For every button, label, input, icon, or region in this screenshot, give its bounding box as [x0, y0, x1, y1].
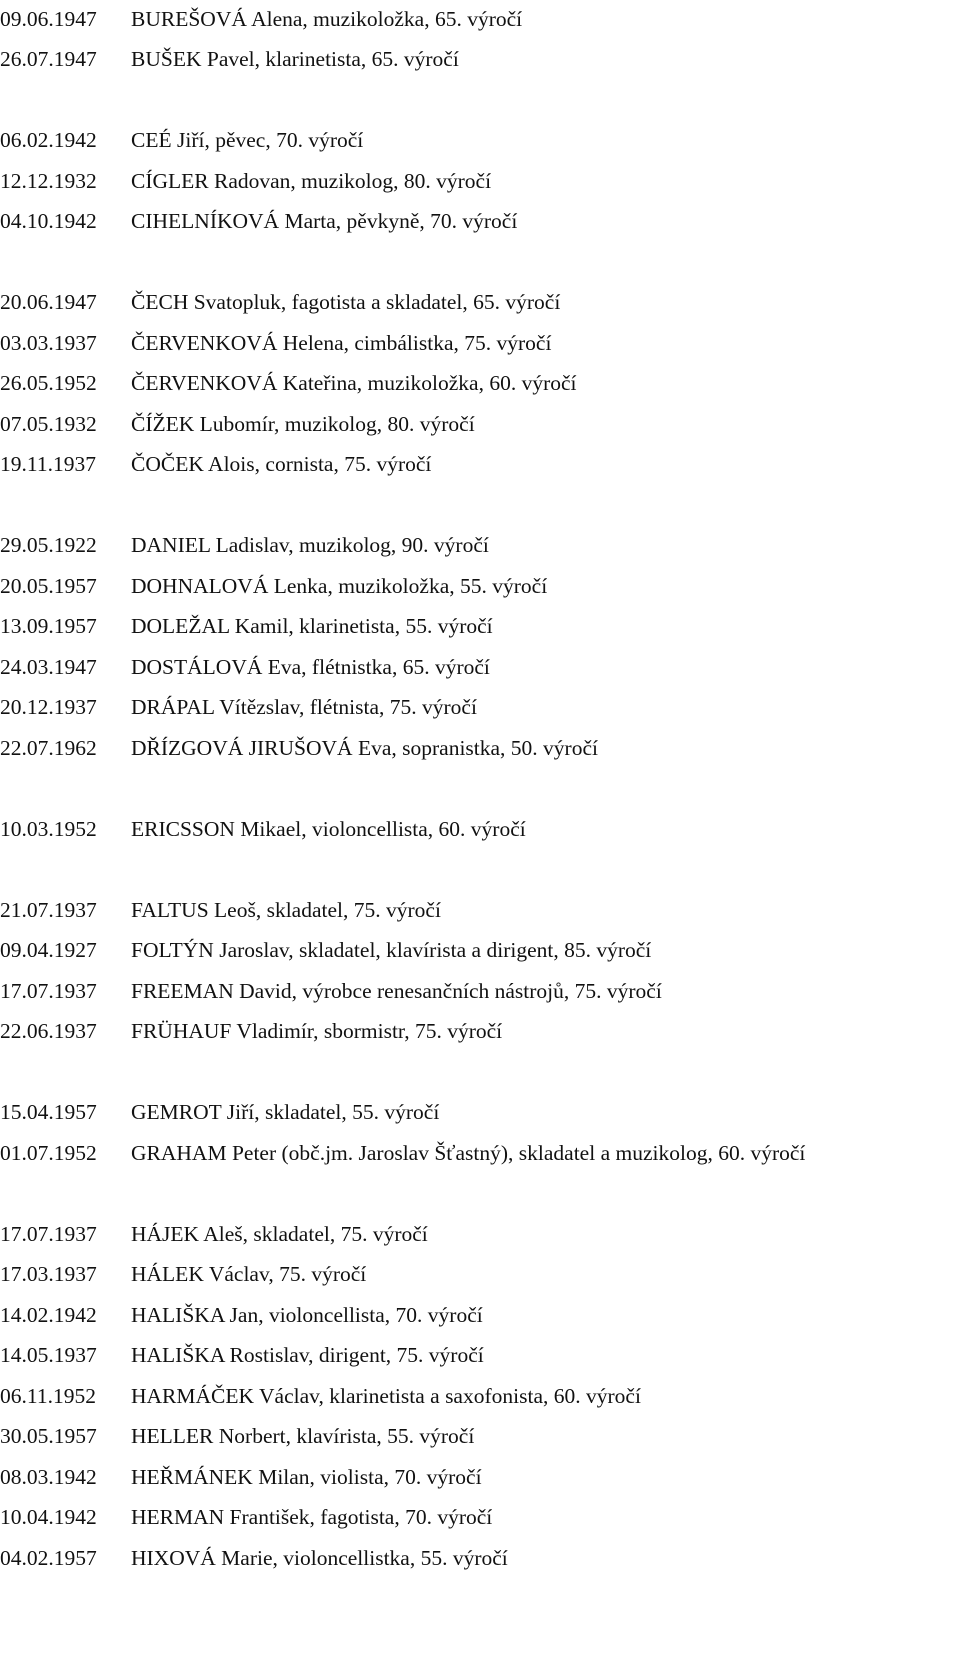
list-item — [0, 1383, 641, 1409]
entry-text: DOSTÁLOVÁ Eva, flétnistka, 65. výročí — [131, 655, 490, 679]
list-item — [0, 1302, 483, 1328]
entry-date: 01.07.1952 — [0, 1141, 97, 1165]
list-item — [0, 1140, 805, 1166]
entry-date: 10.03.1952 — [0, 817, 97, 841]
entry-text: FALTUS Leoš, skladatel, 75. výročí — [131, 898, 441, 922]
list-item — [0, 654, 490, 680]
entry-date: 14.05.1937 — [0, 1343, 97, 1367]
list-item — [0, 208, 517, 234]
list-item — [0, 6, 522, 32]
entry-date: 17.07.1937 — [0, 1222, 97, 1246]
list-item — [0, 1504, 492, 1530]
entry-text: HERMAN František, fagotista, 70. výročí — [131, 1505, 493, 1529]
list-item — [0, 411, 475, 437]
entry-date: 03.03.1937 — [0, 331, 97, 355]
list-item — [0, 1423, 474, 1449]
entry-date: 06.02.1942 — [0, 128, 97, 152]
list-item — [0, 532, 489, 558]
entry-date: 20.05.1957 — [0, 574, 97, 598]
entry-date: 21.07.1937 — [0, 898, 97, 922]
list-item — [0, 978, 662, 1004]
entry-text: FRÜHAUF Vladimír, sbormistr, 75. výročí — [131, 1019, 503, 1043]
entry-text: CÍGLER Radovan, muzikolog, 80. výročí — [131, 169, 492, 193]
entry-text: BUŠEK Pavel, klarinetista, 65. výročí — [131, 47, 459, 71]
entry-date: 22.06.1937 — [0, 1019, 97, 1043]
entry-text: DŘÍZGOVÁ JIRUŠOVÁ Eva, sopranistka, 50. výročí — [131, 736, 598, 760]
list-item — [0, 46, 459, 72]
list-item — [0, 735, 598, 761]
list-item — [0, 370, 577, 396]
entry-text: DANIEL Ladislav, muzikolog, 90. výročí — [131, 533, 489, 557]
entry-text: ČECH Svatopluk, fagotista a skladatel, 65. výročí — [131, 290, 561, 314]
list-item — [0, 451, 431, 477]
list-item — [0, 1261, 366, 1287]
entry-date: 12.12.1932 — [0, 169, 97, 193]
entry-text: HÁLEK Václav, 75. výročí — [131, 1262, 367, 1286]
list-item — [0, 613, 493, 639]
entry-text: ERICSSON Mikael, violoncellista, 60. výročí — [131, 817, 526, 841]
entry-date: 26.05.1952 — [0, 371, 97, 395]
entry-date: 13.09.1957 — [0, 614, 97, 638]
entry-text: CIHELNÍKOVÁ Marta, pěvkyně, 70. výročí — [131, 209, 518, 233]
list-item — [0, 694, 477, 720]
entry-date: 06.11.1952 — [0, 1384, 96, 1408]
entry-text: FREEMAN David, výrobce renesančních nástrojů, 75. výročí — [131, 979, 662, 1003]
entry-text: HALIŠKA Rostislav, dirigent, 75. výročí — [131, 1343, 484, 1367]
list-item — [0, 1221, 428, 1247]
entry-text: GRAHAM Peter (obč.jm. Jaroslav Šťastný), skladatel a muzikolog, 60. výročí — [131, 1141, 806, 1165]
entry-date: 22.07.1962 — [0, 736, 97, 760]
list-item — [0, 168, 491, 194]
entry-date: 15.04.1957 — [0, 1100, 97, 1124]
list-item — [0, 289, 560, 315]
entry-date: 09.06.1947 — [0, 7, 97, 31]
entry-date: 09.04.1927 — [0, 938, 97, 962]
entry-date: 30.05.1957 — [0, 1424, 97, 1448]
list-item — [0, 1545, 508, 1571]
list-item — [0, 937, 651, 963]
entry-date: 07.05.1932 — [0, 412, 97, 436]
entry-text: HEŘMÁNEK Milan, violista, 70. výročí — [131, 1465, 482, 1489]
entry-date: 17.03.1937 — [0, 1262, 97, 1286]
entry-text: ČOČEK Alois, cornista, 75. výročí — [131, 452, 432, 476]
entry-text: DOHNALOVÁ Lenka, muzikoložka, 55. výročí — [131, 574, 548, 598]
entry-text: HELLER Norbert, klavírista, 55. výročí — [131, 1424, 475, 1448]
list-item — [0, 1018, 502, 1044]
list-item — [0, 573, 547, 599]
entry-date: 20.06.1947 — [0, 290, 97, 314]
entry-date: 20.12.1937 — [0, 695, 97, 719]
entry-text: CEÉ Jiří, pěvec, 70. výročí — [131, 128, 364, 152]
entry-text: ČÍŽEK Lubomír, muzikolog, 80. výročí — [131, 412, 475, 436]
entry-text: HIXOVÁ Marie, violoncellistka, 55. výročí — [131, 1546, 508, 1570]
list-item — [0, 1464, 482, 1490]
list-item — [0, 1099, 439, 1125]
list-item — [0, 127, 363, 153]
entry-date: 29.05.1922 — [0, 533, 97, 557]
entry-date: 14.02.1942 — [0, 1303, 97, 1327]
entry-text: HÁJEK Aleš, skladatel, 75. výročí — [131, 1222, 428, 1246]
list-item — [0, 330, 551, 356]
entry-text: BUREŠOVÁ Alena, muzikoložka, 65. výročí — [131, 7, 523, 31]
entry-date: 17.07.1937 — [0, 979, 97, 1003]
entry-text: DOLEŽAL Kamil, klarinetista, 55. výročí — [131, 614, 493, 638]
entry-text: GEMROT Jiří, skladatel, 55. výročí — [131, 1100, 440, 1124]
entry-date: 04.02.1957 — [0, 1546, 97, 1570]
list-item — [0, 897, 441, 923]
entry-date: 26.07.1947 — [0, 47, 97, 71]
entry-text: DRÁPAL Vítězslav, flétnista, 75. výročí — [131, 695, 477, 719]
entry-text: ČERVENKOVÁ Helena, cimbálistka, 75. výročí — [131, 331, 552, 355]
entry-date: 10.04.1942 — [0, 1505, 97, 1529]
entry-date: 08.03.1942 — [0, 1465, 97, 1489]
list-item — [0, 816, 526, 842]
entry-date: 24.03.1947 — [0, 655, 97, 679]
entry-text: ČERVENKOVÁ Kateřina, muzikoložka, 60. výročí — [131, 371, 577, 395]
list-item — [0, 1342, 484, 1368]
entry-text: HALIŠKA Jan, violoncellista, 70. výročí — [131, 1303, 483, 1327]
entry-date: 04.10.1942 — [0, 209, 97, 233]
entry-text: HARMÁČEK Václav, klarinetista a saxofonista, 60. výročí — [131, 1384, 641, 1408]
entry-text: FOLTÝN Jaroslav, skladatel, klavírista a dirigent, 85. výročí — [131, 938, 652, 962]
entry-date: 19.11.1937 — [0, 452, 96, 476]
